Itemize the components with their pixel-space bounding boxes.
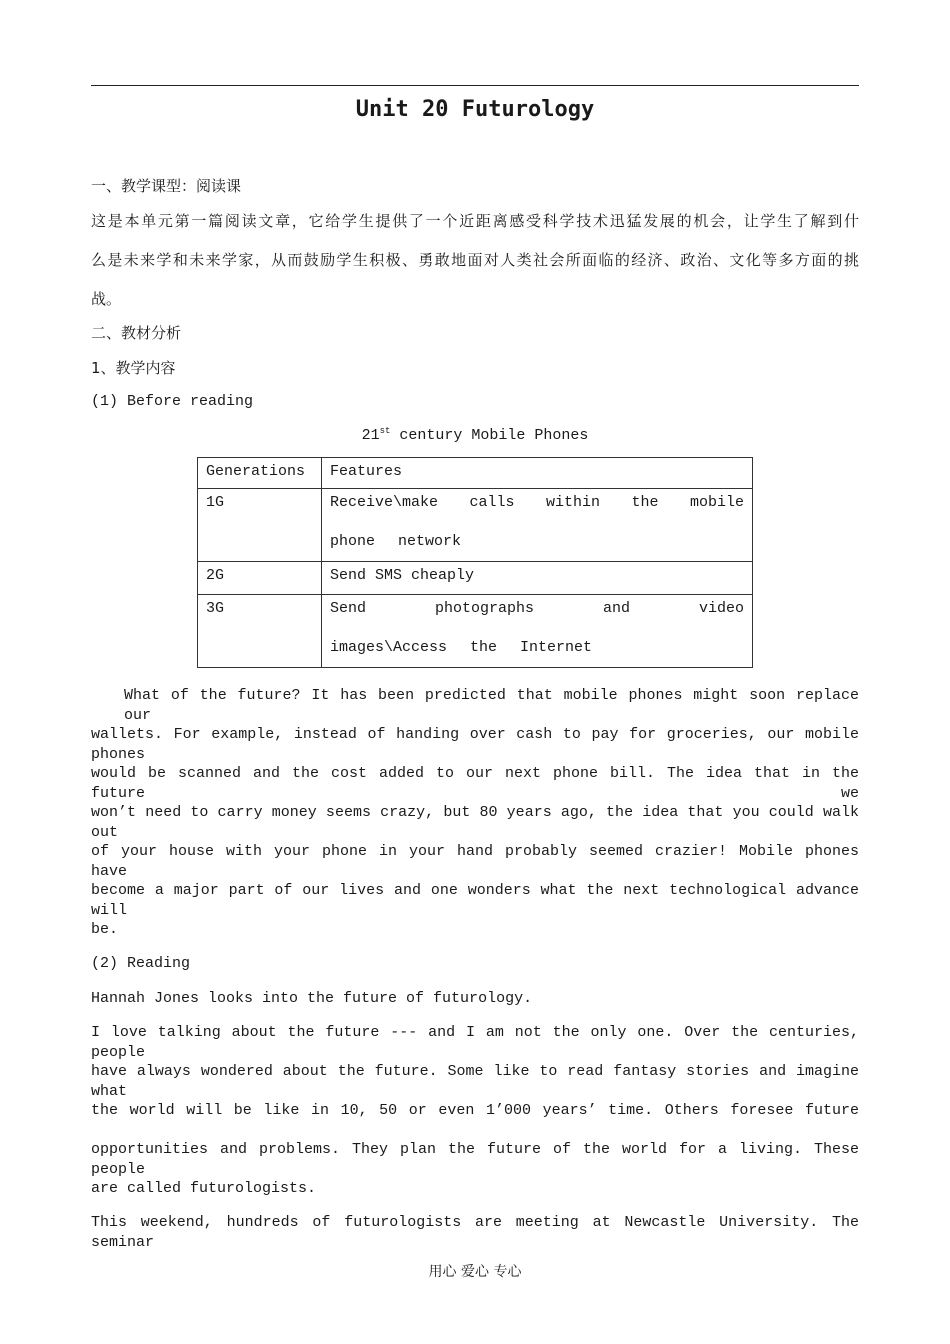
paragraph-line: I love talking about the future --- and I am not the only one. Over the centuries, people [91, 1024, 859, 1061]
paragraph-line: become a major part of our lives and one wonders what the next technological advance will [91, 882, 859, 919]
table-cell-feature: Send SMS cheaply [322, 562, 753, 595]
paragraph-line: What of the future? It has been predicted that mobile phones might soon replace our [124, 687, 859, 724]
feature-text: Receive\make calls within the mobile phone network [330, 494, 744, 550]
header-rule [91, 85, 859, 86]
paragraph-line: opportunities and problems. They plan the future of the world for a living. These people [91, 1141, 859, 1178]
paragraph-line: This weekend, hundreds of futurologists are meeting at Newcastle University. The seminar [91, 1214, 859, 1251]
paragraph-line: would be scanned and the cost added to our next phone bill. The idea that in the future we [91, 765, 859, 802]
subsection-heading-content: 1、教学内容 [91, 359, 176, 377]
section-heading-lesson-type: 一、教学课型：阅读课 [91, 177, 242, 195]
intro-line: 这是本单元第一篇阅读文章，它给学生提供了一个近距离感受科学技术迅猛发展的机会，让学生了解到什 [91, 212, 859, 230]
paragraph-line: wallets. For example, instead of handing over cash to pay for groceries, our mobile phones [91, 726, 859, 763]
paragraph-line: are called futurologists. [91, 1180, 317, 1197]
table-row [198, 489, 753, 562]
reading-intro: Hannah Jones looks into the future of futurology. [91, 990, 533, 1007]
paragraph-line: the world will be like in 10, 50 or even 1’000 years’ time. Others foresee future [91, 1102, 859, 1119]
table-row [198, 595, 753, 668]
feature-text: Send photographs and video images\Access the Internet [330, 600, 744, 656]
table-header-cell: Generations [198, 458, 322, 489]
table-cell-generation: 1G [198, 489, 322, 562]
table-cell-generation: 2G [198, 562, 322, 595]
paragraph-line: have always wondered about the future. Some like to read fantasy stories and imagine what [91, 1063, 859, 1100]
before-reading-heading: (1) Before reading [91, 393, 254, 410]
paragraph-line: won’t need to carry money seems crazy, but 80 years ago, the idea that you could walk out [91, 804, 859, 841]
table-cell-generation: 3G [198, 595, 322, 668]
table-caption: 21st century Mobile Phones [361, 426, 589, 444]
reading-heading: (2) Reading [91, 955, 191, 972]
section-heading-analysis: 二、教材分析 [91, 324, 182, 342]
paragraph-line: of your house with your phone in your hand probably seemed crazier! Mobile phones have [91, 843, 859, 880]
table-header-cell: Features [322, 458, 753, 489]
table-cell-feature [322, 595, 753, 668]
paragraph-line: be. [91, 921, 119, 938]
mobile-phones-table [197, 457, 753, 668]
page-footer: 用心 爱心 专心 [428, 1264, 522, 1280]
table-cell-feature [322, 489, 753, 562]
page-title: Unit 20 Futurology [355, 97, 595, 122]
intro-line: 战。 [91, 290, 122, 308]
intro-line: 么是未来学和未来学家，从而鼓励学生积极、勇敢地面对人类社会所面临的经济、政治、文化等多方面的挑 [91, 251, 859, 269]
